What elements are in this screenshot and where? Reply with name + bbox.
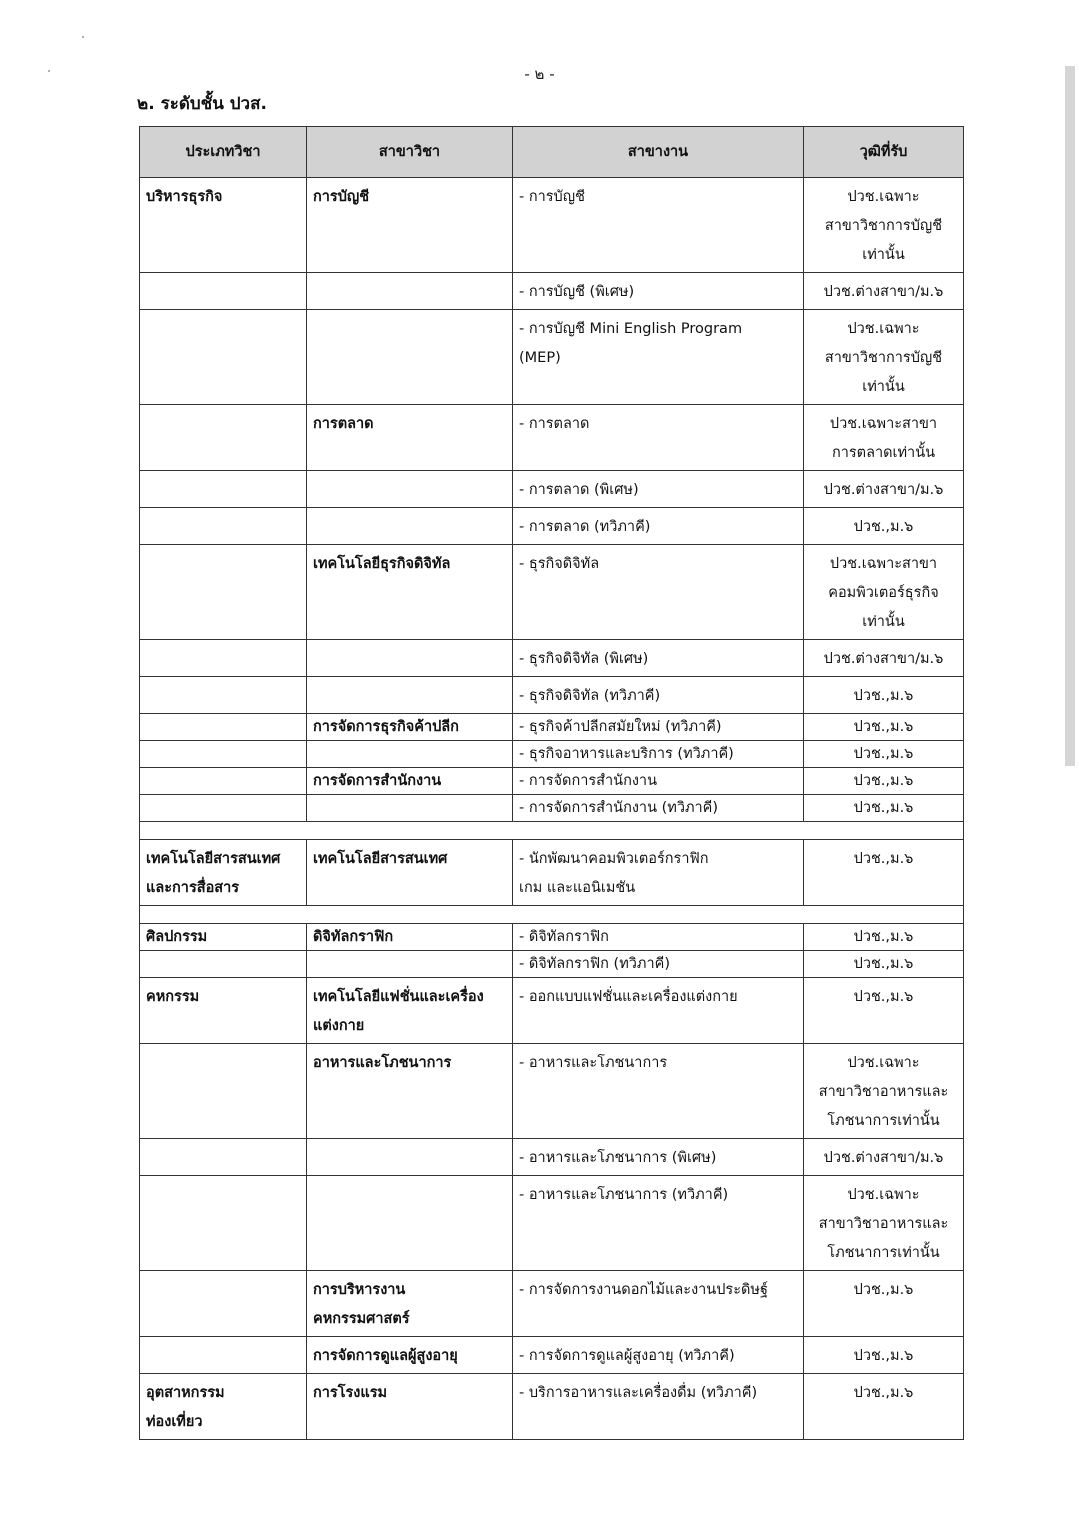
- table-row: [140, 677, 964, 714]
- table-row: [140, 471, 964, 508]
- cell-qualification: ปวช.เฉพาะสาขา การตลาดเท่านั้น: [804, 405, 964, 471]
- cell-specialization: - การจัดการงานดอกไม้และงานประดิษฐ์: [513, 1271, 804, 1337]
- cell-qualification: ปวช.ต่างสาขา/ม.๖: [804, 640, 964, 677]
- cell-qualification: ปวช.เฉพาะ สาขาวิชาอาหารและ โภชนาการเท่านั้น: [804, 1176, 964, 1271]
- cell-qualification: ปวช.ต่างสาขา/ม.๖: [804, 273, 964, 310]
- table-row: [140, 508, 964, 545]
- cell-specialization: - บริการอาหารและเครื่องดื่ม (ทวิภาคี): [513, 1374, 804, 1440]
- cell-specialization: - ธุรกิจอาหารและบริการ (ทวิภาคี): [513, 741, 804, 768]
- cell-qualification: ปวช.,ม.๖: [804, 1271, 964, 1337]
- cell-type: [140, 1271, 307, 1337]
- cell-qualification: ปวช.เฉพาะสาขา คอมพิวเตอร์ธุรกิจ เท่านั้น: [804, 545, 964, 640]
- cell-specialization: - การบัญชี Mini English Program (MEP): [513, 310, 804, 405]
- cell-qualification: ปวช.,ม.๖: [804, 795, 964, 822]
- cell-branch: [307, 471, 513, 508]
- cell-branch: การจัดการสำนักงาน: [307, 768, 513, 795]
- cell-branch: ดิจิทัลกราฟิก: [307, 924, 513, 951]
- table-row: [140, 1271, 964, 1337]
- cell-type: [140, 714, 307, 741]
- spacer-row: [140, 822, 964, 840]
- cell-specialization: - อาหารและโภชนาการ (พิเศษ): [513, 1139, 804, 1176]
- cell-specialization: - ดิจิทัลกราฟิก: [513, 924, 804, 951]
- table-row: [140, 1337, 964, 1374]
- cell-branch: เทคโนโลยีแฟชั่นและเครื่อง แต่งกาย: [307, 978, 513, 1044]
- table-row: [140, 1176, 964, 1271]
- cell-type: [140, 640, 307, 677]
- cell-branch: [307, 640, 513, 677]
- cell-qualification: ปวช.,ม.๖: [804, 924, 964, 951]
- cell-type: [140, 677, 307, 714]
- table-row: [140, 795, 964, 822]
- spacer-cell: [140, 822, 964, 840]
- cell-qualification: ปวช.,ม.๖: [804, 677, 964, 714]
- cell-type: [140, 545, 307, 640]
- cell-specialization: - ธุรกิจดิจิทัล (ทวิภาคี): [513, 677, 804, 714]
- page-number: - ๒ -: [524, 65, 555, 83]
- cell-branch: [307, 677, 513, 714]
- cell-qualification: ปวช.,ม.๖: [804, 714, 964, 741]
- cell-specialization: - การจัดการสำนักงาน: [513, 768, 804, 795]
- cell-qualification: ปวช.ต่างสาขา/ม.๖: [804, 1139, 964, 1176]
- cell-branch: [307, 951, 513, 978]
- cell-branch: การตลาด: [307, 405, 513, 471]
- cell-type: ศิลปกรรม: [140, 924, 307, 951]
- cell-qualification: ปวช.,ม.๖: [804, 508, 964, 545]
- cell-qualification: ปวช.ต่างสาขา/ม.๖: [804, 471, 964, 508]
- cell-branch: การโรงแรม: [307, 1374, 513, 1440]
- table-row: [140, 951, 964, 978]
- cell-type: อุตสาหกรรม ท่องเที่ยว: [140, 1374, 307, 1440]
- header-type: ประเภทวิชา: [140, 127, 307, 178]
- table-row: [140, 741, 964, 768]
- cell-qualification: ปวช.เฉพาะ สาขาวิชาการบัญชี เท่านั้น: [804, 178, 964, 273]
- cell-branch: [307, 795, 513, 822]
- cell-specialization: - ธุรกิจค้าปลีกสมัยใหม่ (ทวิภาคี): [513, 714, 804, 741]
- spacer-row: [140, 906, 964, 924]
- cell-type: [140, 1176, 307, 1271]
- cell-branch: [307, 1139, 513, 1176]
- cell-type: [140, 1139, 307, 1176]
- spacer-cell: [140, 906, 964, 924]
- cell-branch: [307, 741, 513, 768]
- cell-branch: [307, 273, 513, 310]
- cell-type: [140, 471, 307, 508]
- cell-type: เทคโนโลยีสารสนเทศ และการสื่อสาร: [140, 840, 307, 906]
- cell-type: [140, 741, 307, 768]
- table-row: [140, 640, 964, 677]
- cell-specialization: - การจัดการดูแลผู้สูงอายุ (ทวิภาคี): [513, 1337, 804, 1374]
- cell-type: [140, 273, 307, 310]
- cell-type: [140, 1337, 307, 1374]
- table-row: [140, 924, 964, 951]
- cell-qualification: ปวช.,ม.๖: [804, 768, 964, 795]
- header-qualification: วุฒิที่รับ: [804, 127, 964, 178]
- cell-branch: อาหารและโภชนาการ: [307, 1044, 513, 1139]
- cell-specialization: - อาหารและโภชนาการ: [513, 1044, 804, 1139]
- table-row: [140, 273, 964, 310]
- cell-branch: การบริหารงาน คหกรรมศาสตร์: [307, 1271, 513, 1337]
- cell-specialization: - ธุรกิจดิจิทัล (พิเศษ): [513, 640, 804, 677]
- table-body: [140, 178, 964, 1440]
- cell-qualification: ปวช.,ม.๖: [804, 1337, 964, 1374]
- table-row: [140, 178, 964, 273]
- cell-branch: เทคโนโลยีธุรกิจดิจิทัล: [307, 545, 513, 640]
- cell-type: [140, 768, 307, 795]
- cell-qualification: ปวช.,ม.๖: [804, 978, 964, 1044]
- cell-specialization: - การตลาด: [513, 405, 804, 471]
- cell-type: บริหารธุรกิจ: [140, 178, 307, 273]
- cell-type: [140, 795, 307, 822]
- cell-qualification: ปวช.,ม.๖: [804, 840, 964, 906]
- cell-branch: [307, 508, 513, 545]
- header-specialization: สาขางาน: [513, 127, 804, 178]
- table-row: [140, 405, 964, 471]
- cell-specialization: - การบัญชี: [513, 178, 804, 273]
- cell-specialization: - นักพัฒนาคอมพิวเตอร์กราฟิก เกม และแอนิเมชัน: [513, 840, 804, 906]
- cell-qualification: ปวช.เฉพาะ สาขาวิชาการบัญชี เท่านั้น: [804, 310, 964, 405]
- cell-qualification: ปวช.เฉพาะ สาขาวิชาอาหารและ โภชนาการเท่านั้น: [804, 1044, 964, 1139]
- section-title: ๒. ระดับชั้น ปวส.: [137, 94, 267, 114]
- cell-specialization: - ธุรกิจดิจิทัล: [513, 545, 804, 640]
- cell-specialization: - การบัญชี (พิเศษ): [513, 273, 804, 310]
- table-row: [140, 978, 964, 1044]
- cell-branch: [307, 310, 513, 405]
- cell-branch: เทคโนโลยีสารสนเทศ: [307, 840, 513, 906]
- scan-edge-bar: [1065, 66, 1075, 766]
- scan-speck: [82, 36, 84, 38]
- cell-type: [140, 951, 307, 978]
- cell-type: [140, 508, 307, 545]
- qualification-table: [139, 126, 964, 1440]
- cell-qualification: ปวช.,ม.๖: [804, 741, 964, 768]
- cell-specialization: - ออกแบบแฟชั่นและเครื่องแต่งกาย: [513, 978, 804, 1044]
- table-header-row: [140, 127, 964, 178]
- table-row: [140, 1374, 964, 1440]
- cell-type: [140, 310, 307, 405]
- table-row: [140, 840, 964, 906]
- table-row: [140, 545, 964, 640]
- cell-branch: การบัญชี: [307, 178, 513, 273]
- cell-specialization: - อาหารและโภชนาการ (ทวิภาคี): [513, 1176, 804, 1271]
- cell-type: คหกรรม: [140, 978, 307, 1044]
- table-row: [140, 1044, 964, 1139]
- cell-qualification: ปวช.,ม.๖: [804, 1374, 964, 1440]
- cell-specialization: - การตลาด (ทวิภาคี): [513, 508, 804, 545]
- cell-specialization: - ดิจิทัลกราฟิก (ทวิภาคี): [513, 951, 804, 978]
- table-row: [140, 768, 964, 795]
- cell-branch: การจัดการธุรกิจค้าปลีก: [307, 714, 513, 741]
- cell-branch: [307, 1176, 513, 1271]
- cell-qualification: ปวช.,ม.๖: [804, 951, 964, 978]
- header-branch: สาขาวิชา: [307, 127, 513, 178]
- table-row: [140, 1139, 964, 1176]
- cell-specialization: - การตลาด (พิเศษ): [513, 471, 804, 508]
- cell-specialization: - การจัดการสำนักงาน (ทวิภาคี): [513, 795, 804, 822]
- cell-type: [140, 405, 307, 471]
- cell-type: [140, 1044, 307, 1139]
- cell-branch: การจัดการดูแลผู้สูงอายุ: [307, 1337, 513, 1374]
- table-row: [140, 310, 964, 405]
- table-row: [140, 714, 964, 741]
